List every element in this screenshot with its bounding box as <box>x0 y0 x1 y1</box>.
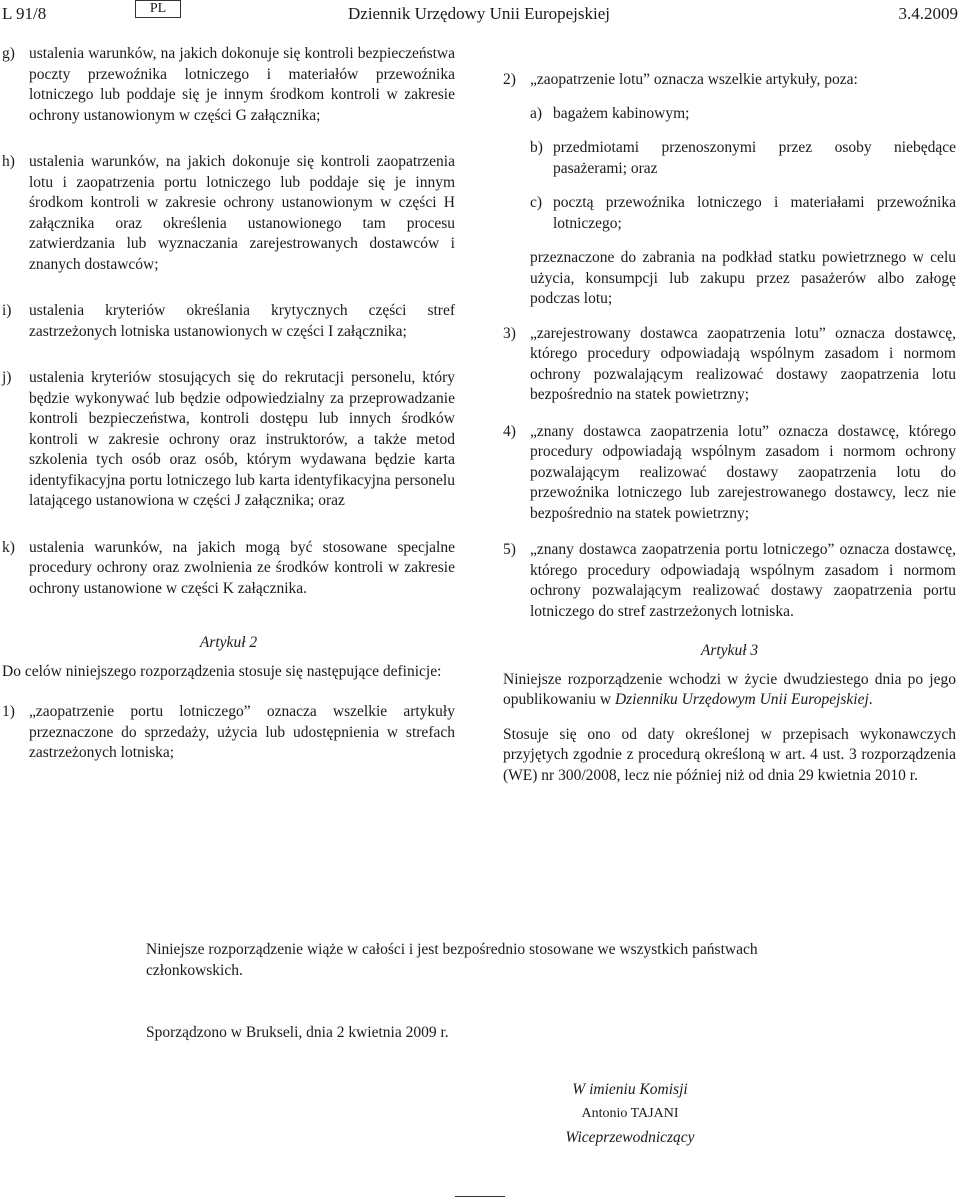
signature-name: Antonio TAJANI <box>581 1106 679 1121</box>
sub-item-marker: b) <box>530 139 543 156</box>
right-column <box>503 70 956 786</box>
journal-title: Dziennik Urzędowy Unii Europejskiej <box>348 4 611 23</box>
article-3-paragraph-2: Stosuje się ono od daty określonej w przepisach wykonawczych przyjętych zgodnie z procedurą określoną w art. 4 ust. 3 rozporządzenia (WE) nr 300/2008, lecz nie później niż od dnia 29 kwietnia 2010 r. <box>503 725 956 784</box>
article-2-intro: Do celów niniejszego rozporządzenia stosuje się następujące definicje: <box>2 662 442 680</box>
definition-marker: 3) <box>503 324 516 342</box>
sub-item-text: bagażem kabinowym; <box>553 104 690 122</box>
sub-item <box>530 193 956 234</box>
item-marker: g) <box>2 45 15 62</box>
item-marker: h) <box>2 153 15 170</box>
definition-item <box>503 70 956 91</box>
sub-item <box>530 138 956 179</box>
article-2-title: Artykuł 2 <box>199 634 258 651</box>
definition-item <box>503 422 956 525</box>
article-3-paragraph-1 <box>503 670 956 711</box>
definition-text: „znany dostawca zaopatrzenia portu lotniczego” oznacza dostawcę, którego procedury odpowiadają wspólnym zasadom i normom ochrony pozwalającym realizować dostawy zaopatrzenia portu lotniczego do stref zastrzeżonych lotniska. <box>530 541 956 620</box>
definition-item <box>2 702 455 764</box>
definition-text: „znany dostawca zaopatrzenia lotu” oznacza dostawcę, którego procedury odpowiadają wspólnym zasadom i normom ochrony pozwalającym realizować dostawy zaopatrzenia lotu do przewoźnika lotniczego lub zarejestrowanego dostawcy, lecz nie bezpośrednio na statek powietrzny; <box>530 422 956 522</box>
item-text: ustalenia warunków, na jakich mogą być stosowane specjalne procedury ochrony oraz zwolnienia ze środków kontroli w zakresie ochrony ustanowione w części K załącznika. <box>29 538 455 597</box>
list-item <box>2 44 455 126</box>
item-text: ustalenia warunków, na jakich dokonuje się kontroli zaopatrzenia lotu i zaopatrzenia portu lotniczego lub poddaje się je innym środkom kontroli w zakresie ochrony ustanowionym w części H załącznika oraz określenia ustanowionego tam procesu zatwierdzania lub wyznaczania zarejestrowanych dostawców i znanych dostawców; <box>29 153 455 273</box>
definition-text: „zaopatrzenie portu lotniczego” oznacza wszelkie artykuły przeznaczone do sprzedaży, użycia lub udostępnienia w strefach zastrzeżonych lotniska; <box>29 703 455 761</box>
footnote-rule <box>455 1196 505 1197</box>
language-code-box: PL <box>135 0 181 18</box>
definition-tail: przeznaczone do zabrania na podkład statku powietrznego w celu użycia, konsumpcji lub zakupu przez pasażerów albo załogę podczas lotu; <box>530 249 956 307</box>
item-text: ustalenia kryteriów stosujących się do rekrutacji personelu, który będzie wykonywać lub będzie odpowiedzialny za przeprowadzanie kontroli bezpieczeństwa, kontroli dostępu lub innych środków kontroli w zakresie ochrony oraz instruktorów, a także metod szkolenia tych osób oraz osób, którym wydawana będzie karta identyfikacyjna portu lotniczego lub karta identyfikacyjna personelu latającego ustanowiona w części J załącznika; oraz <box>29 369 455 509</box>
left-column <box>2 44 455 764</box>
definition-marker: 5) <box>503 541 516 558</box>
article-3-paragraph-1-text: Niniejsze rozporządzenie wchodzi w życie dwudziestego dnia po jego opublikowaniu w <box>503 670 956 708</box>
definition-text: „zaopatrzenie lotu” oznacza wszelkie artykuły, poza: <box>530 71 858 88</box>
list-item <box>2 538 455 600</box>
item-text: ustalenia warunków, na jakich dokonuje się kontroli bezpieczeństwa poczty przewoźnika lotniczego i materiałów przewoźnika lotniczego lub poddaje się je innym środkom kontroli w zakresie ochrony ustanowionym w części G załącznika; <box>29 45 455 124</box>
binding-statement: Niniejsze rozporządzenie wiąże w całości i jest bezpośrednio stosowane we wszystkich państwach członkowskich. <box>146 941 758 979</box>
sub-item-marker: c) <box>530 194 543 211</box>
item-marker: j) <box>2 369 12 386</box>
sub-item-text: pocztą przewoźnika lotniczego i materiałami przewoźnika lotniczego; <box>553 194 956 232</box>
article-3-paragraph-1-end: . <box>868 691 873 708</box>
definition-item <box>503 324 956 406</box>
signature-role: Wiceprzewodniczący <box>565 1129 695 1146</box>
list-item <box>2 368 455 512</box>
item-marker: i) <box>2 302 12 319</box>
definition-marker: 4) <box>503 422 516 440</box>
publication-date: 3.4.2009 <box>898 4 958 23</box>
list-item <box>2 301 455 342</box>
journal-name: Dzienniku Urzędowym Unii Europejskiej <box>614 691 869 708</box>
signature-block <box>500 1078 760 1150</box>
definition-text: „zarejestrowany dostawca zaopatrzenia lotu” oznacza dostawcę, którego procedury odpowiadają wspólnym zasadom i normom ochrony pozwalającym realizować dostawy zaopatrzenia lotu bezpośrednio na statek powietrzny; <box>530 324 956 403</box>
done-at-statement: Sporządzono w Brukseli, dnia 2 kwietnia 2009 r. <box>146 1024 449 1041</box>
page-reference: L 91/8 <box>2 4 47 23</box>
article-3-title: Artykuł 3 <box>700 642 759 659</box>
sub-item-text: przedmiotami przenoszonymi przez osoby niebędące pasażerami; oraz <box>553 139 956 177</box>
sub-item <box>530 104 956 125</box>
list-item <box>2 152 455 275</box>
signature-on-behalf: W imieniu Komisji <box>572 1081 688 1098</box>
definition-marker: 1) <box>2 703 15 720</box>
item-marker: k) <box>2 538 15 556</box>
definition-item <box>503 540 956 622</box>
definition-marker: 2) <box>503 71 516 88</box>
item-text: ustalenia kryteriów określania krytycznych części stref zastrzeżonych lotniska ustanowionych w części I załącznika; <box>29 302 455 340</box>
page-header <box>0 0 960 36</box>
sub-item-marker: a) <box>530 104 543 122</box>
